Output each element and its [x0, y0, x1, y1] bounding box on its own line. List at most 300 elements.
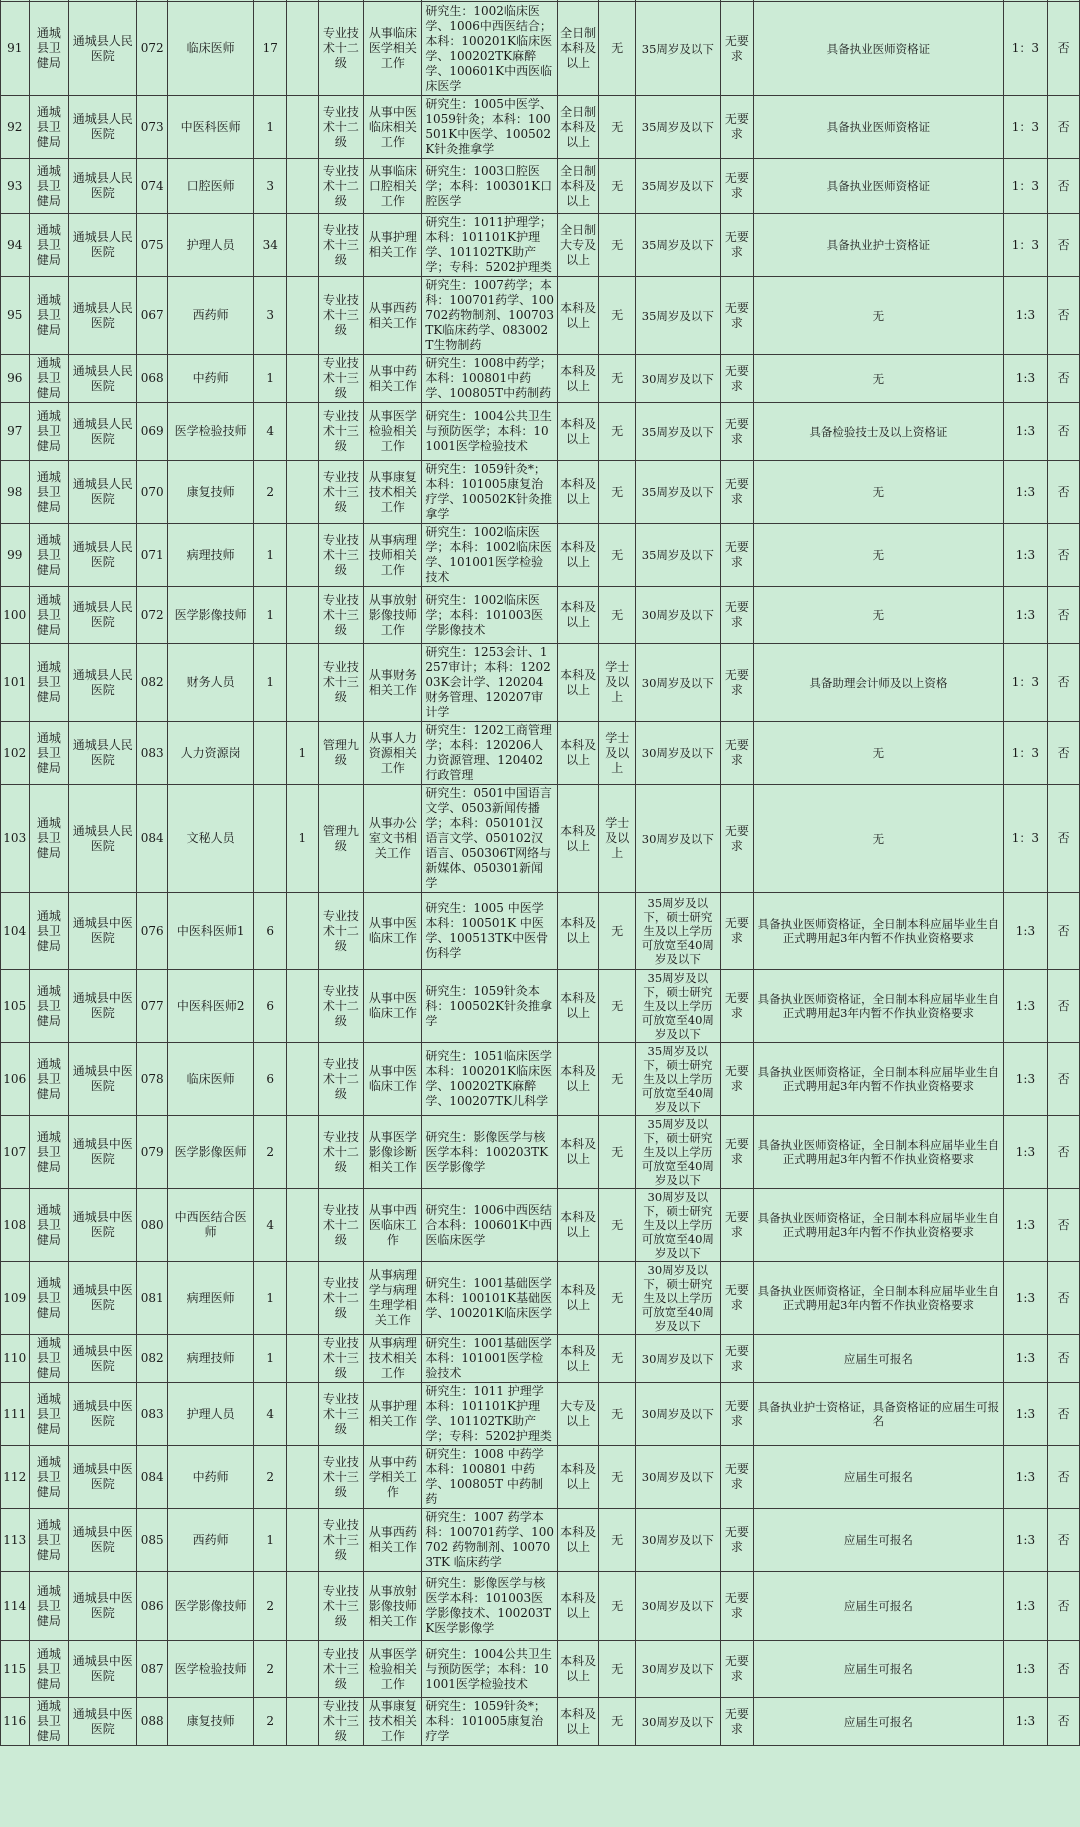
cell-unit: 通城县人民医院	[69, 403, 137, 461]
table-row	[1, 644, 1080, 722]
cell-major: 研究生：1059针灸*；本科：101005康复治疗学、100502K针灸推拿学	[422, 461, 557, 524]
cell-edu: 本科及以上	[557, 1116, 599, 1189]
cell-level: 专业技术十三级	[318, 1446, 364, 1509]
cell-level: 专业技术十二级	[318, 1189, 364, 1262]
cell-n2	[286, 96, 318, 159]
cell-age: 35周岁及以下	[636, 403, 720, 461]
cell-exp: 无要求	[720, 785, 754, 893]
cell-flag: 否	[1048, 277, 1080, 355]
cell-edu: 本科及以上	[557, 355, 599, 403]
cell-unit: 通城县人民医院	[69, 524, 137, 587]
cell-n1: 2	[254, 461, 287, 524]
cell-code: 073	[137, 96, 168, 159]
cell-flag: 否	[1048, 644, 1080, 722]
cell-n2: 1	[286, 722, 318, 785]
cell-other: 具备执业护士资格证，具备资格证的应届生可报名	[754, 1383, 1003, 1446]
cell-other: 具备执业医师资格证，全日制本科应届毕业生自正式聘用起3年内暂不作执业资格要求	[754, 1043, 1003, 1116]
cell-degree: 无	[599, 2, 636, 96]
cell-flag: 否	[1048, 524, 1080, 587]
table-row	[1, 2, 1080, 96]
cell-duty: 从事病理技术相关工作	[364, 1335, 422, 1383]
cell-age: 35周岁及以下	[636, 96, 720, 159]
cell-flag: 否	[1048, 1698, 1080, 1746]
cell-dept: 通城县卫健局	[29, 355, 69, 403]
cell-code: 084	[137, 1446, 168, 1509]
table-body	[1, 0, 1080, 1746]
cell-other: 无	[754, 587, 1003, 644]
cell-n2	[286, 587, 318, 644]
cell-dept: 通城县卫健局	[29, 277, 69, 355]
cell-code: 086	[137, 1572, 168, 1641]
table-row	[1, 722, 1080, 785]
table-row	[1, 587, 1080, 644]
cell-ratio: 1:3	[1003, 524, 1048, 587]
cell-unit: 通城县人民医院	[69, 644, 137, 722]
cell-no: 98	[1, 461, 30, 524]
cell-ratio: 1:3	[1003, 1383, 1048, 1446]
cell-flag: 否	[1048, 159, 1080, 214]
cell-duty: 从事中医临床工作	[364, 1043, 422, 1116]
cell-n1: 6	[254, 970, 287, 1043]
table-row	[1, 970, 1080, 1043]
cell-no: 105	[1, 970, 30, 1043]
cell-age: 30周岁及以下	[636, 355, 720, 403]
cell-age: 30周岁及以下	[636, 722, 720, 785]
cell-ratio: 1:3	[1003, 277, 1048, 355]
cell-ratio: 1：3	[1003, 159, 1048, 214]
cell-ratio: 1：3	[1003, 722, 1048, 785]
cell-no: 92	[1, 96, 30, 159]
table-row	[1, 1043, 1080, 1116]
table-row	[1, 1383, 1080, 1446]
cell-dept: 通城县卫健局	[29, 722, 69, 785]
cell-exp: 无要求	[720, 277, 754, 355]
cell-ratio: 1:3	[1003, 1446, 1048, 1509]
cell-exp: 无要求	[720, 1698, 754, 1746]
cell-level: 专业技术十三级	[318, 1641, 364, 1698]
cell-level: 专业技术十三级	[318, 461, 364, 524]
cell-exp: 无要求	[720, 893, 754, 970]
cell-flag: 否	[1048, 1116, 1080, 1189]
cell-degree: 无	[599, 214, 636, 277]
cell-unit: 通城县中医医院	[69, 1383, 137, 1446]
cell-unit: 通城县中医医院	[69, 1335, 137, 1383]
cell-dept: 通城县卫健局	[29, 1262, 69, 1335]
table-row	[1, 1262, 1080, 1335]
cell-age: 30周岁及以下	[636, 1641, 720, 1698]
cell-edu: 本科及以上	[557, 1509, 599, 1572]
cell-exp: 无要求	[720, 96, 754, 159]
cell-degree: 无	[599, 1641, 636, 1698]
cell-n2	[286, 1189, 318, 1262]
table-row	[1, 1509, 1080, 1572]
cell-exp: 无要求	[720, 1641, 754, 1698]
cell-other: 无	[754, 277, 1003, 355]
cell-code: 088	[137, 1698, 168, 1746]
cell-other: 具备执业医师资格证，全日制本科应届毕业生自正式聘用起3年内暂不作执业资格要求	[754, 970, 1003, 1043]
cell-n2	[286, 644, 318, 722]
cell-n2	[286, 1446, 318, 1509]
cell-degree: 无	[599, 1698, 636, 1746]
cell-age: 30周岁及以下	[636, 1572, 720, 1641]
cell-post: 人力资源岗	[167, 722, 254, 785]
cell-post: 病理技师	[167, 524, 254, 587]
table-row	[1, 214, 1080, 277]
cell-dept: 通城县卫健局	[29, 785, 69, 893]
cell-edu: 本科及以上	[557, 893, 599, 970]
cell-post: 医学检验技师	[167, 403, 254, 461]
cell-post: 病理技师	[167, 1335, 254, 1383]
cell-n1: 1	[254, 1335, 287, 1383]
cell-exp: 无要求	[720, 355, 754, 403]
cell-post: 医学影像医师	[167, 1116, 254, 1189]
cell-major: 研究生：1008中药学；本科：100801中药学、100805T中药制药	[422, 355, 557, 403]
cell-n2	[286, 461, 318, 524]
cell-flag: 否	[1048, 461, 1080, 524]
cell-no: 109	[1, 1262, 30, 1335]
cell-flag: 否	[1048, 1572, 1080, 1641]
cell-n1: 1	[254, 355, 287, 403]
cell-no: 106	[1, 1043, 30, 1116]
cell-ratio: 1:3	[1003, 355, 1048, 403]
cell-n2	[286, 277, 318, 355]
cell-post: 文秘人员	[167, 785, 254, 893]
cell-dept: 通城县卫健局	[29, 644, 69, 722]
cell-dept: 通城县卫健局	[29, 1641, 69, 1698]
cell-dept: 通城县卫健局	[29, 1509, 69, 1572]
cell-flag: 否	[1048, 587, 1080, 644]
cell-ratio: 1：3	[1003, 96, 1048, 159]
cell-unit: 通城县中医医院	[69, 1116, 137, 1189]
cell-other: 具备执业医师资格证，全日制本科应届毕业生自正式聘用起3年内暂不作执业资格要求	[754, 1189, 1003, 1262]
cell-n1: 6	[254, 1043, 287, 1116]
cell-n1: 3	[254, 277, 287, 355]
cell-duty: 从事中药学相关工作	[364, 1446, 422, 1509]
cell-exp: 无要求	[720, 214, 754, 277]
cell-post: 中医科医师2	[167, 970, 254, 1043]
cell-exp: 无要求	[720, 1446, 754, 1509]
cell-unit: 通城县中医医院	[69, 1572, 137, 1641]
cell-n2	[286, 355, 318, 403]
cell-n2	[286, 214, 318, 277]
cell-flag: 否	[1048, 1641, 1080, 1698]
cell-duty: 从事中医临床工作	[364, 893, 422, 970]
cell-n2	[286, 1698, 318, 1746]
cell-unit: 通城县人民医院	[69, 722, 137, 785]
cell-post: 中药师	[167, 1446, 254, 1509]
cell-ratio: 1：3	[1003, 2, 1048, 96]
cell-age: 35周岁及以下	[636, 159, 720, 214]
cell-ratio: 1:3	[1003, 1262, 1048, 1335]
cell-other: 无	[754, 524, 1003, 587]
cell-major: 研究生：1004公共卫生与预防医学；本科：101001医学检验技术	[422, 403, 557, 461]
cell-unit: 通城县人民医院	[69, 159, 137, 214]
cell-code: 085	[137, 1509, 168, 1572]
cell-post: 西药师	[167, 1509, 254, 1572]
cell-ratio: 1:3	[1003, 893, 1048, 970]
cell-exp: 无要求	[720, 1262, 754, 1335]
cell-n1: 1	[254, 1262, 287, 1335]
cell-code: 082	[137, 1335, 168, 1383]
cell-n1: 6	[254, 893, 287, 970]
cell-code: 083	[137, 1383, 168, 1446]
cell-duty: 从事康复技术相关工作	[364, 1698, 422, 1746]
cell-major: 研究生：1011 护理学本科：101101K护理学、101102TK助产学；专科：5202护理类	[422, 1383, 557, 1446]
cell-age: 30周岁及以下	[636, 587, 720, 644]
table-row	[1, 785, 1080, 893]
cell-level: 专业技术十三级	[318, 1698, 364, 1746]
cell-n1: 2	[254, 1446, 287, 1509]
cell-exp: 无要求	[720, 159, 754, 214]
cell-major: 研究生：1003口腔医学；本科：100301K口腔医学	[422, 159, 557, 214]
cell-major: 研究生：1253会计、1257审计；本科：120203K会计学、120204财务管理、120207审计学	[422, 644, 557, 722]
cell-age: 35周岁及以下，硕士研究生及以上学历可放宽至40周岁及以下	[636, 1116, 720, 1189]
cell-exp: 无要求	[720, 1383, 754, 1446]
cell-n1: 4	[254, 403, 287, 461]
cell-unit: 通城县中医医院	[69, 1043, 137, 1116]
cell-edu: 本科及以上	[557, 722, 599, 785]
cell-level: 专业技术十三级	[318, 1509, 364, 1572]
cell-exp: 无要求	[720, 1189, 754, 1262]
table-row	[1, 1189, 1080, 1262]
cell-n2	[286, 1043, 318, 1116]
cell-no: 93	[1, 159, 30, 214]
cell-exp: 无要求	[720, 403, 754, 461]
cell-n1: 1	[254, 96, 287, 159]
cell-n2	[286, 1262, 318, 1335]
cell-dept: 通城县卫健局	[29, 1335, 69, 1383]
cell-age: 35周岁及以下，硕士研究生及以上学历可放宽至40周岁及以下	[636, 1043, 720, 1116]
cell-flag: 否	[1048, 1446, 1080, 1509]
cell-other: 无	[754, 785, 1003, 893]
cell-post: 中西医结合医师	[167, 1189, 254, 1262]
cell-code: 084	[137, 785, 168, 893]
cell-no: 99	[1, 524, 30, 587]
cell-dept: 通城县卫健局	[29, 96, 69, 159]
cell-other: 具备助理会计师及以上资格	[754, 644, 1003, 722]
cell-exp: 无要求	[720, 524, 754, 587]
table-row	[1, 96, 1080, 159]
cell-flag: 否	[1048, 403, 1080, 461]
cell-no: 107	[1, 1116, 30, 1189]
table-row	[1, 461, 1080, 524]
cell-major: 研究生：1002临床医学、1006中西医结合；本科：100201K临床医学、100202TK麻醉学、100601K中西医临床医学	[422, 2, 557, 96]
cell-other: 具备检验技士及以上资格证	[754, 403, 1003, 461]
cell-age: 30周岁及以下	[636, 1509, 720, 1572]
cell-no: 101	[1, 644, 30, 722]
cell-major: 研究生：1002临床医学；本科：101003医学影像技术	[422, 587, 557, 644]
cell-post: 病理医师	[167, 1262, 254, 1335]
cell-dept: 通城县卫健局	[29, 214, 69, 277]
cell-other: 具备执业医师资格证，全日制本科应届毕业生自正式聘用起3年内暂不作执业资格要求	[754, 893, 1003, 970]
cell-level: 专业技术十三级	[318, 355, 364, 403]
cell-duty: 从事临床医学相关工作	[364, 2, 422, 96]
cell-no: 91	[1, 2, 30, 96]
cell-ratio: 1:3	[1003, 1189, 1048, 1262]
cell-n1: 4	[254, 1189, 287, 1262]
cell-no: 110	[1, 1335, 30, 1383]
cell-code: 070	[137, 461, 168, 524]
cell-degree: 无	[599, 587, 636, 644]
cell-duty: 从事中药相关工作	[364, 355, 422, 403]
cell-code: 069	[137, 403, 168, 461]
table-row	[1, 524, 1080, 587]
cell-age: 35周岁及以下	[636, 214, 720, 277]
cell-no: 108	[1, 1189, 30, 1262]
cell-post: 中医科医师1	[167, 893, 254, 970]
cell-flag: 否	[1048, 214, 1080, 277]
cell-post: 护理人员	[167, 214, 254, 277]
cell-edu: 本科及以上	[557, 644, 599, 722]
cell-duty: 从事中医临床工作	[364, 970, 422, 1043]
cell-n2	[286, 1116, 318, 1189]
cell-degree: 无	[599, 159, 636, 214]
cell-duty: 从事病理技师相关工作	[364, 524, 422, 587]
cell-n2	[286, 403, 318, 461]
cell-edu: 本科及以上	[557, 1043, 599, 1116]
cell-dept: 通城县卫健局	[29, 1189, 69, 1262]
cell-no: 102	[1, 722, 30, 785]
cell-post: 康复技师	[167, 461, 254, 524]
cell-no: 97	[1, 403, 30, 461]
cell-level: 专业技术十三级	[318, 403, 364, 461]
cell-degree: 无	[599, 1509, 636, 1572]
cell-degree: 无	[599, 893, 636, 970]
cell-dept: 通城县卫健局	[29, 1116, 69, 1189]
cell-flag: 否	[1048, 1262, 1080, 1335]
cell-edu: 大专及以上	[557, 1383, 599, 1446]
cell-n1: 1	[254, 644, 287, 722]
cell-code: 079	[137, 1116, 168, 1189]
cell-level: 专业技术十三级	[318, 214, 364, 277]
cell-age: 35周岁及以下	[636, 461, 720, 524]
cell-level: 专业技术十二级	[318, 1116, 364, 1189]
cell-no: 116	[1, 1698, 30, 1746]
cell-edu: 本科及以上	[557, 403, 599, 461]
cell-no: 96	[1, 355, 30, 403]
cell-edu: 本科及以上	[557, 970, 599, 1043]
cell-exp: 无要求	[720, 461, 754, 524]
cell-age: 35周岁及以下	[636, 524, 720, 587]
cell-ratio: 1:3	[1003, 1572, 1048, 1641]
cell-dept: 通城县卫健局	[29, 403, 69, 461]
cell-dept: 通城县卫健局	[29, 524, 69, 587]
cell-n1: 1	[254, 587, 287, 644]
cell-flag: 否	[1048, 722, 1080, 785]
cell-age: 30周岁及以下，硕士研究生及以上学历可放宽至40周岁及以下	[636, 1262, 720, 1335]
cell-edu: 本科及以上	[557, 1262, 599, 1335]
cell-code: 083	[137, 722, 168, 785]
cell-n1: 3	[254, 159, 287, 214]
cell-age: 30周岁及以下	[636, 1335, 720, 1383]
cell-ratio: 1:3	[1003, 1043, 1048, 1116]
cell-flag: 否	[1048, 1383, 1080, 1446]
cell-n2	[286, 1335, 318, 1383]
cell-unit: 通城县人民医院	[69, 2, 137, 96]
cell-no: 114	[1, 1572, 30, 1641]
cell-flag: 否	[1048, 355, 1080, 403]
cell-degree: 无	[599, 1572, 636, 1641]
table-row	[1, 159, 1080, 214]
cell-degree: 学士及以上	[599, 785, 636, 893]
cell-major: 研究生：影像医学与核医学本科：100203TK医学影像学	[422, 1116, 557, 1189]
cell-post: 临床医师	[167, 1043, 254, 1116]
cell-ratio: 1:3	[1003, 1335, 1048, 1383]
cell-dept: 通城县卫健局	[29, 461, 69, 524]
cell-degree: 无	[599, 355, 636, 403]
cell-age: 35周岁及以下，硕士研究生及以上学历可放宽至40周岁及以下	[636, 893, 720, 970]
cell-n1: 2	[254, 1572, 287, 1641]
table-row	[1, 1572, 1080, 1641]
cell-duty: 从事西药相关工作	[364, 277, 422, 355]
cell-no: 112	[1, 1446, 30, 1509]
cell-major: 研究生：0501中国语言文学、0503新闻传播学；本科：050101汉语言文学、050102汉语言、050306T网络与新媒体、050301新闻学	[422, 785, 557, 893]
cell-duty: 从事放射影像技师工作	[364, 587, 422, 644]
cell-other: 应届生可报名	[754, 1572, 1003, 1641]
cell-n2	[286, 1509, 318, 1572]
cell-duty: 从事康复技术相关工作	[364, 461, 422, 524]
cell-unit: 通城县中医医院	[69, 1641, 137, 1698]
cell-other: 应届生可报名	[754, 1335, 1003, 1383]
cell-no: 111	[1, 1383, 30, 1446]
cell-other: 应届生可报名	[754, 1641, 1003, 1698]
cell-degree: 无	[599, 1043, 636, 1116]
cell-major: 研究生：1202工商管理学；本科：120206人力资源管理、120402行政管理	[422, 722, 557, 785]
cell-level: 专业技术十二级	[318, 2, 364, 96]
cell-duty: 从事办公室文书相关工作	[364, 785, 422, 893]
cell-no: 115	[1, 1641, 30, 1698]
cell-level: 专业技术十三级	[318, 277, 364, 355]
cell-edu: 本科及以上	[557, 1572, 599, 1641]
cell-n1: 2	[254, 1641, 287, 1698]
cell-n2	[286, 524, 318, 587]
cell-exp: 无要求	[720, 644, 754, 722]
cell-post: 医学检验技师	[167, 1641, 254, 1698]
cell-edu: 全日制大专及以上	[557, 214, 599, 277]
cell-ratio: 1：3	[1003, 644, 1048, 722]
cell-duty: 从事临床口腔相关工作	[364, 159, 422, 214]
cell-duty: 从事放射影像技师相关工作	[364, 1572, 422, 1641]
cell-dept: 通城县卫健局	[29, 2, 69, 96]
cell-dept: 通城县卫健局	[29, 970, 69, 1043]
cell-other: 应届生可报名	[754, 1509, 1003, 1572]
cell-level: 专业技术十二级	[318, 159, 364, 214]
cell-code: 081	[137, 1262, 168, 1335]
cell-major: 研究生：1005 中医学本科：100501K 中医学、100513TK中医骨伤科学	[422, 893, 557, 970]
cell-edu: 本科及以上	[557, 1335, 599, 1383]
cell-degree: 学士及以上	[599, 644, 636, 722]
cell-n1	[254, 722, 287, 785]
cell-edu: 全日制本科及以上	[557, 96, 599, 159]
cell-major: 研究生：1001基础医学本科：100101K基础医学、100201K临床医学	[422, 1262, 557, 1335]
cell-post: 临床医师	[167, 2, 254, 96]
cell-exp: 无要求	[720, 1335, 754, 1383]
cell-n2	[286, 1641, 318, 1698]
cell-unit: 通城县中医医院	[69, 1446, 137, 1509]
cell-unit: 通城县中医医院	[69, 1698, 137, 1746]
cell-post: 医学影像技师	[167, 1572, 254, 1641]
cell-dept: 通城县卫健局	[29, 587, 69, 644]
cell-post: 康复技师	[167, 1698, 254, 1746]
cell-unit: 通城县中医医院	[69, 970, 137, 1043]
cell-code: 067	[137, 277, 168, 355]
cell-other: 无	[754, 722, 1003, 785]
cell-no: 103	[1, 785, 30, 893]
cell-no: 100	[1, 587, 30, 644]
cell-edu: 本科及以上	[557, 277, 599, 355]
cell-post: 医学影像技师	[167, 587, 254, 644]
cell-unit: 通城县人民医院	[69, 355, 137, 403]
